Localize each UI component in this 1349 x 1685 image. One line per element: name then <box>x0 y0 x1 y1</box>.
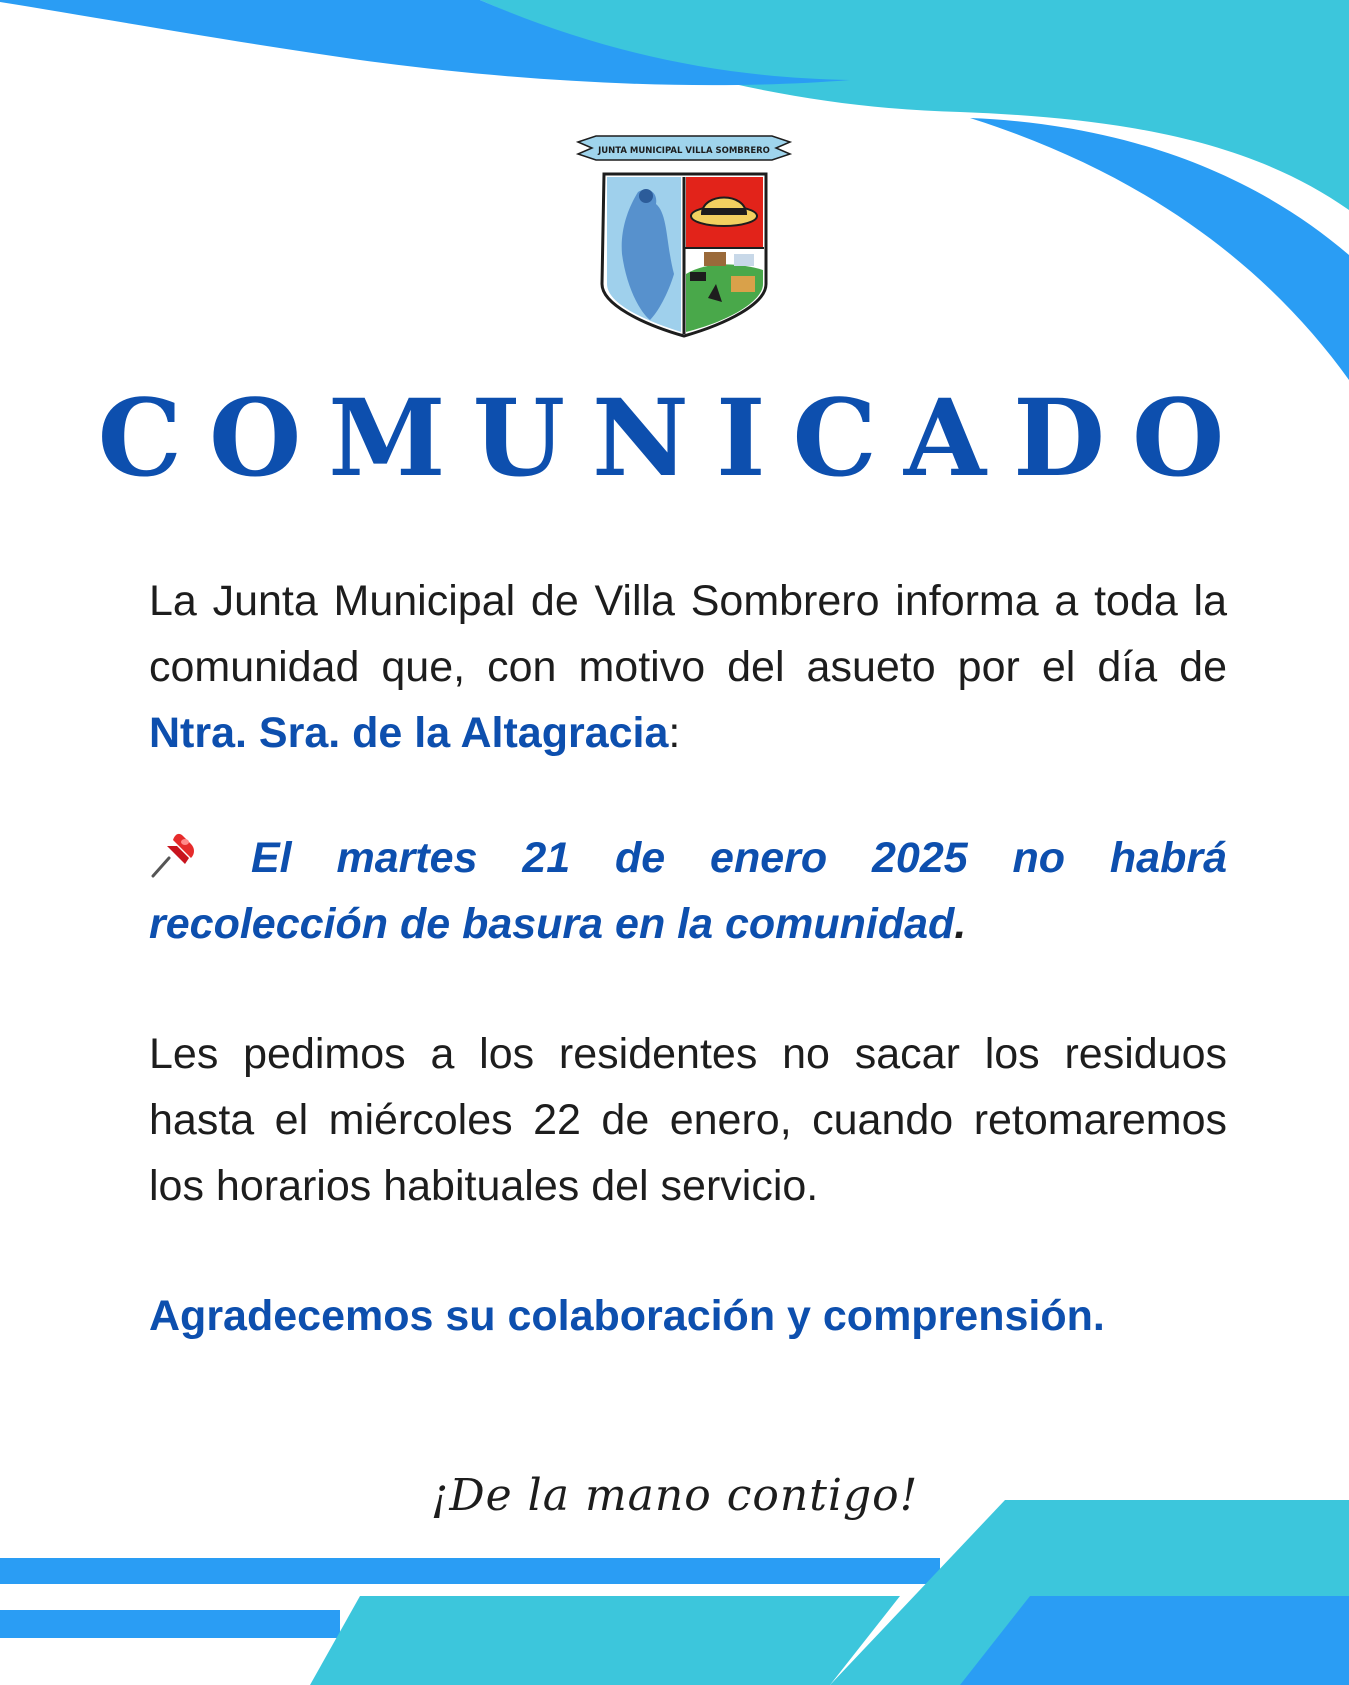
municipal-emblem <box>576 134 792 344</box>
request-paragraph: Les pedimos a los residentes no sacar los residuos hasta el miércoles 22 de enero, cuando retomaremos los horarios habituales del servicio. <box>149 1030 1227 1210</box>
bottom-stripe-2 <box>0 1610 340 1638</box>
thanks-paragraph: Agradecemos su colaboración y comprensión. <box>149 1292 1105 1340</box>
pushpin-icon <box>149 832 199 878</box>
notice-period: . <box>954 900 967 948</box>
intro-paragraph <box>149 568 1227 766</box>
holiday-name: Ntra. Sra. de la Altagracia <box>149 709 669 757</box>
emblem-banner-text: JUNTA MUNICIPAL VILLA SOMBRERO <box>598 146 770 156</box>
bottom-left-block <box>310 1596 900 1685</box>
notice-text: El martes 21 de enero 2025 no habrá recolección de basura en la comunidad <box>149 834 1227 948</box>
intro-colon: : <box>668 709 681 757</box>
page-title: COMUNICADO <box>97 375 1252 500</box>
slogan: ¡De la mano contigo! <box>430 1470 919 1521</box>
notice-paragraph <box>149 825 1227 957</box>
intro-text: La Junta Municipal de Villa Sombrero informa a toda la comunidad que, con motivo del asueto por el día de <box>149 577 1227 691</box>
bottom-stripe-1 <box>0 1558 940 1584</box>
